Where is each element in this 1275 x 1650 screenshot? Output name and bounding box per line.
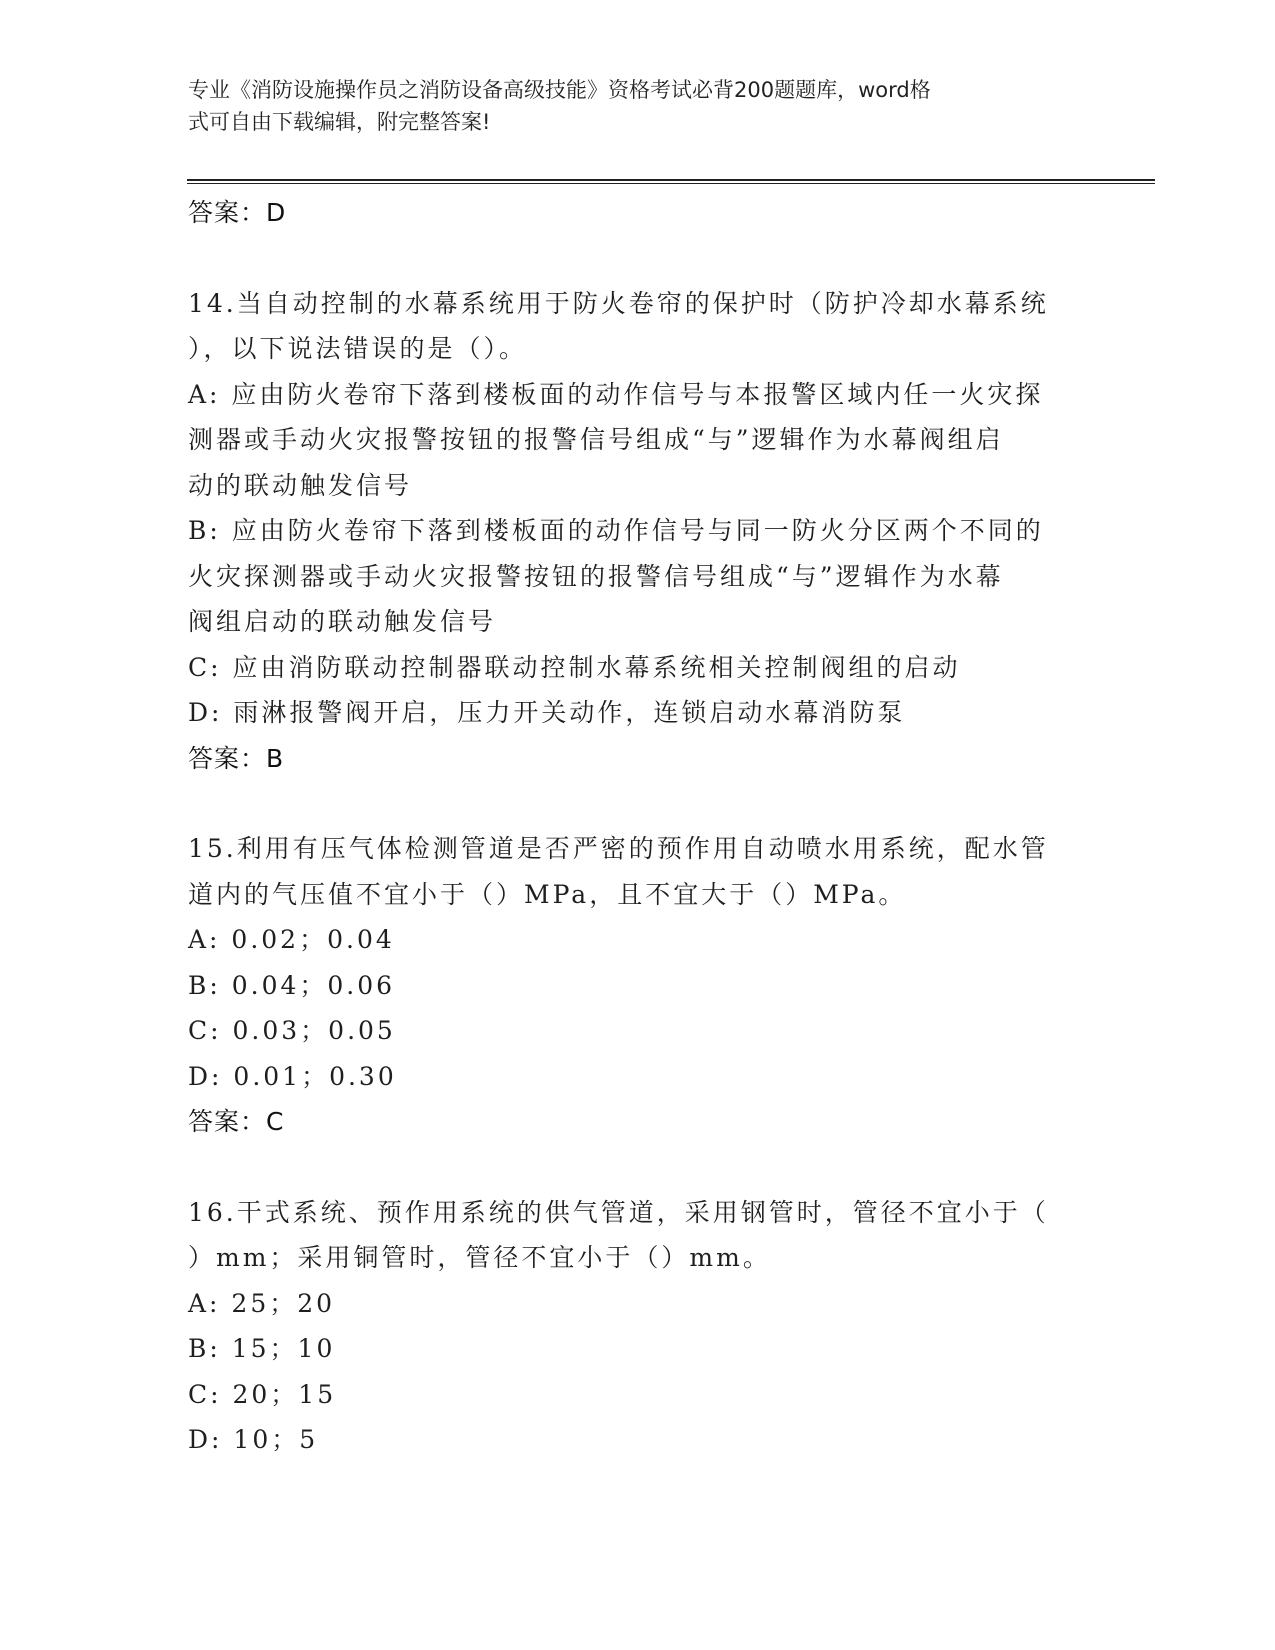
option-b: B: 15；10 <box>188 1334 336 1363</box>
question-stem-line: 16.干式系统、预作用系统的供气管道，采用钢管时，管径不宜小于（ <box>188 1197 1049 1227</box>
question-stem-line: 15.利用有压气体检测管道是否严密的预作用自动喷水用系统，配水管 <box>188 834 1049 863</box>
spacer <box>188 781 1088 826</box>
option-c: C: 应由消防联动控制器联动控制水幕系统相关控制阀组的启动 <box>188 652 961 682</box>
question-stem-line: 道内的气压值不宜小于（）MPa，且不宜大于（）MPa。 <box>188 879 907 909</box>
option-a: A: 0.02；0.04 <box>188 925 395 954</box>
header-line-1: 专业《消防设施操作员之消防设备高级技能》资格考试必背200题题库，word格 <box>188 78 931 102</box>
option-a <box>188 372 1088 509</box>
option-line: 火灾探测器或手动火灾报警按钮的报警信号组成“与”逻辑作为水幕 <box>188 561 1004 591</box>
option-c: C: 20；15 <box>188 1379 337 1409</box>
question-15 <box>188 826 1088 1145</box>
answer-line: 答案：D <box>188 198 287 227</box>
option-d: D: 0.01；0.30 <box>188 1061 397 1091</box>
option-c: C: 0.03；0.05 <box>188 1016 396 1045</box>
option-b: B: 0.04；0.06 <box>188 970 396 1000</box>
option-d: D: 雨淋报警阀开启，压力开关动作，连锁启动水幕消防泵 <box>188 698 906 727</box>
option-line: 测器或手动火灾报警按钮的报警信号组成“与”逻辑作为水幕阀组启 <box>188 425 1004 454</box>
option-b <box>188 508 1088 645</box>
question-14 <box>188 281 1088 782</box>
answer-line: 答案：C <box>188 1107 285 1136</box>
question-stem-line: 14.当自动控制的水幕系统用于防火卷帘的保护时（防护冷却水幕系统 <box>188 288 1049 318</box>
option-d: D: 10；5 <box>188 1425 319 1454</box>
option-a: A: 25；20 <box>188 1288 336 1318</box>
spacer <box>188 1145 1088 1190</box>
option-line: A: 应由防火卷帘下落到楼板面的动作信号与本报警区域内任一火灾探 <box>188 379 1044 409</box>
page-header <box>188 74 1088 138</box>
document-body <box>188 190 1088 1463</box>
question-stem-line: ），以下说法错误的是（）。 <box>188 334 528 363</box>
answer-line: 答案：B <box>188 743 285 773</box>
question-stem-line: ）mm；采用铜管时，管径不宜小于（）mm。 <box>188 1243 771 1272</box>
question-16 <box>188 1190 1088 1463</box>
option-line: B: 应由防火卷帘下落到楼板面的动作信号与同一防火分区两个不同的 <box>188 516 1044 545</box>
option-line: 阀组启动的联动触发信号 <box>188 607 497 636</box>
header-rule <box>187 179 1155 184</box>
option-line: 动的联动触发信号 <box>188 470 413 500</box>
header-line-2: 式可自由下载编辑，附完整答案! <box>188 110 491 134</box>
spacer <box>188 236 1088 281</box>
